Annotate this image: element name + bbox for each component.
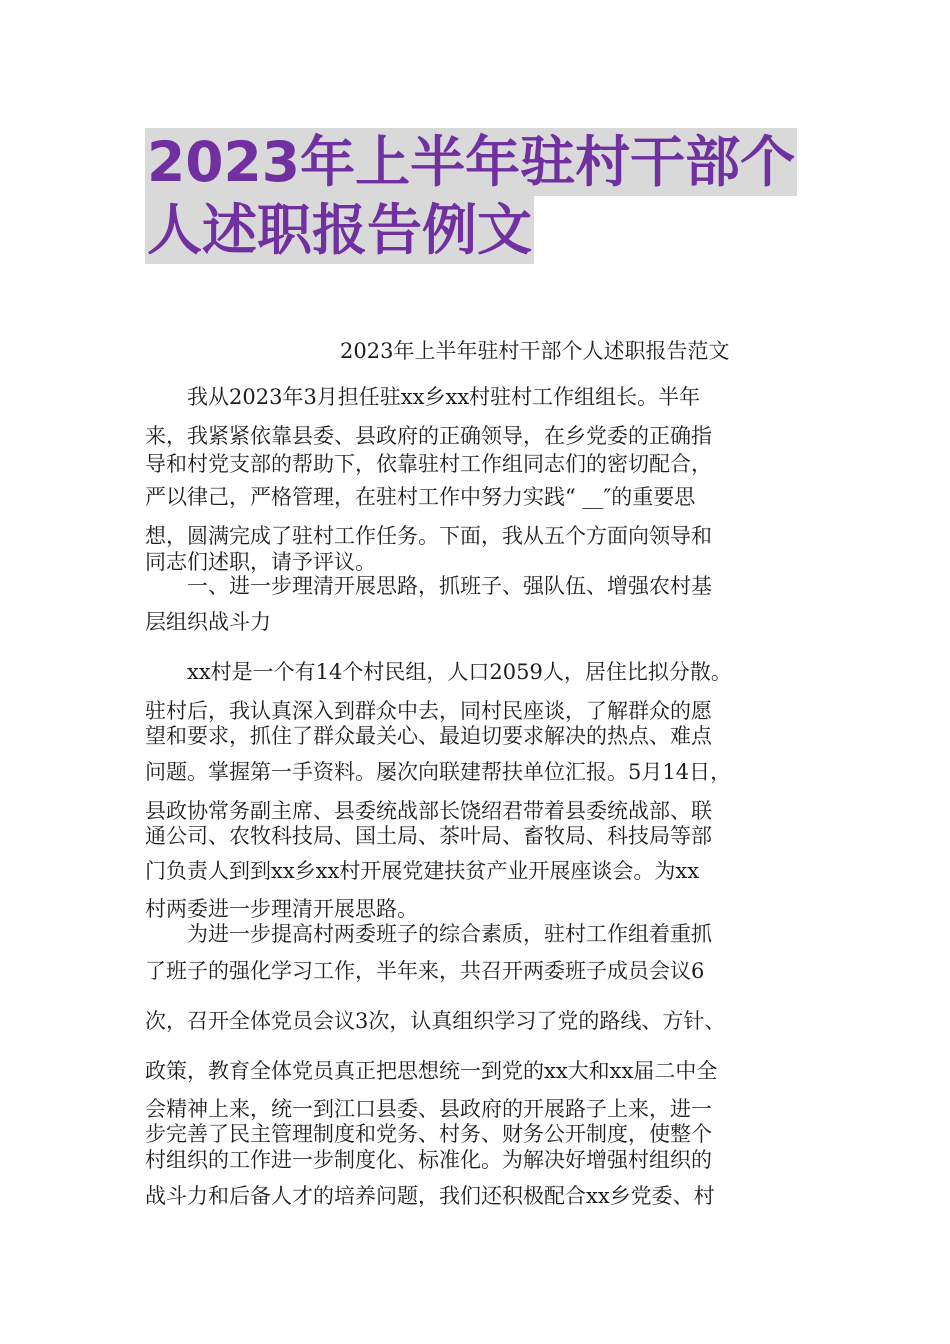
body-line: 政策，教育全体党员真正把思想统一到党的xx大和xx届二中全 <box>145 1059 718 1083</box>
body-line: 村两委进一步理清开展思路。 <box>145 897 418 921</box>
body-line: 想，圆满完成了驻村工作任务。下面，我从五个方面向领导和 <box>145 524 712 548</box>
body-line: 步完善了民主管理制度和党务、村务、财务公开制度，使整个 <box>145 1122 712 1146</box>
body-line: 为进一步提高村两委班子的综合素质，驻村工作组着重抓 <box>145 922 712 946</box>
body-line: 会精神上来，统一到江口县委、县政府的开展路子上来，进一 <box>145 1097 712 1121</box>
body-line: 来，我紧紧依靠县委、县政府的正确领导，在乡党委的正确指 <box>145 424 712 448</box>
body-line: 问题。掌握第一手资料。屡次向联建帮扶单位汇报。5月14日， <box>145 760 732 784</box>
body-line: 村组织的工作进一步制度化、标准化。为解决好增强村组织的 <box>145 1148 712 1172</box>
body-line: 望和要求，抓住了群众最关心、最迫切要求解决的热点、难点 <box>145 724 712 748</box>
title-line-2: 人述职报告例文 <box>147 198 533 262</box>
body-line: 门负责人到到xx乡xx村开展党建扶贫产业开展座谈会。为xx <box>145 859 700 883</box>
document-title <box>145 128 815 264</box>
title-line-1: 2023年上半年驻村干部个 <box>147 130 796 194</box>
body-line: 导和村党支部的帮助下，依靠驻村工作组同志们的密切配合， <box>145 452 712 476</box>
body-line: 了班子的强化学习工作，半年来，共召开两委班子成员会议6 <box>145 959 705 983</box>
body-line: xx村是一个有14个村民组，人口2059人，居住比拟分散。 <box>145 660 732 684</box>
body-line: 战斗力和后备人才的培养问题，我们还积极配合xx乡党委、村 <box>145 1184 715 1208</box>
body-line: 驻村后，我认真深入到群众中去，同村民座谈，了解群众的愿 <box>145 699 712 723</box>
document-subtitle: 2023年上半年驻村干部个人述职报告范文 <box>340 339 730 363</box>
body-line: 同志们述职，请予评议。 <box>145 550 376 574</box>
body-line: 次，召开全体党员会议3次，认真组织学习了党的路线、方针、 <box>145 1009 726 1033</box>
body-line: 严以律己，严格管理，在驻村工作中努力实践“ __″的重要思 <box>145 485 696 509</box>
body-line: 县政协常务副主席、县委统战部长饶绍君带着县委统战部、联 <box>145 799 712 823</box>
body-line: 我从2023年3月担任驻xx乡xx村驻村工作组组长。半年 <box>145 385 701 409</box>
body-line: 通公司、农牧科技局、国土局、茶叶局、畜牧局、科技局等部 <box>145 824 712 848</box>
section-heading-line: 一、进一步理清开展思路，抓班子、强队伍、增强农村基 <box>145 574 712 598</box>
section-heading-line: 层组织战斗力 <box>145 610 271 634</box>
